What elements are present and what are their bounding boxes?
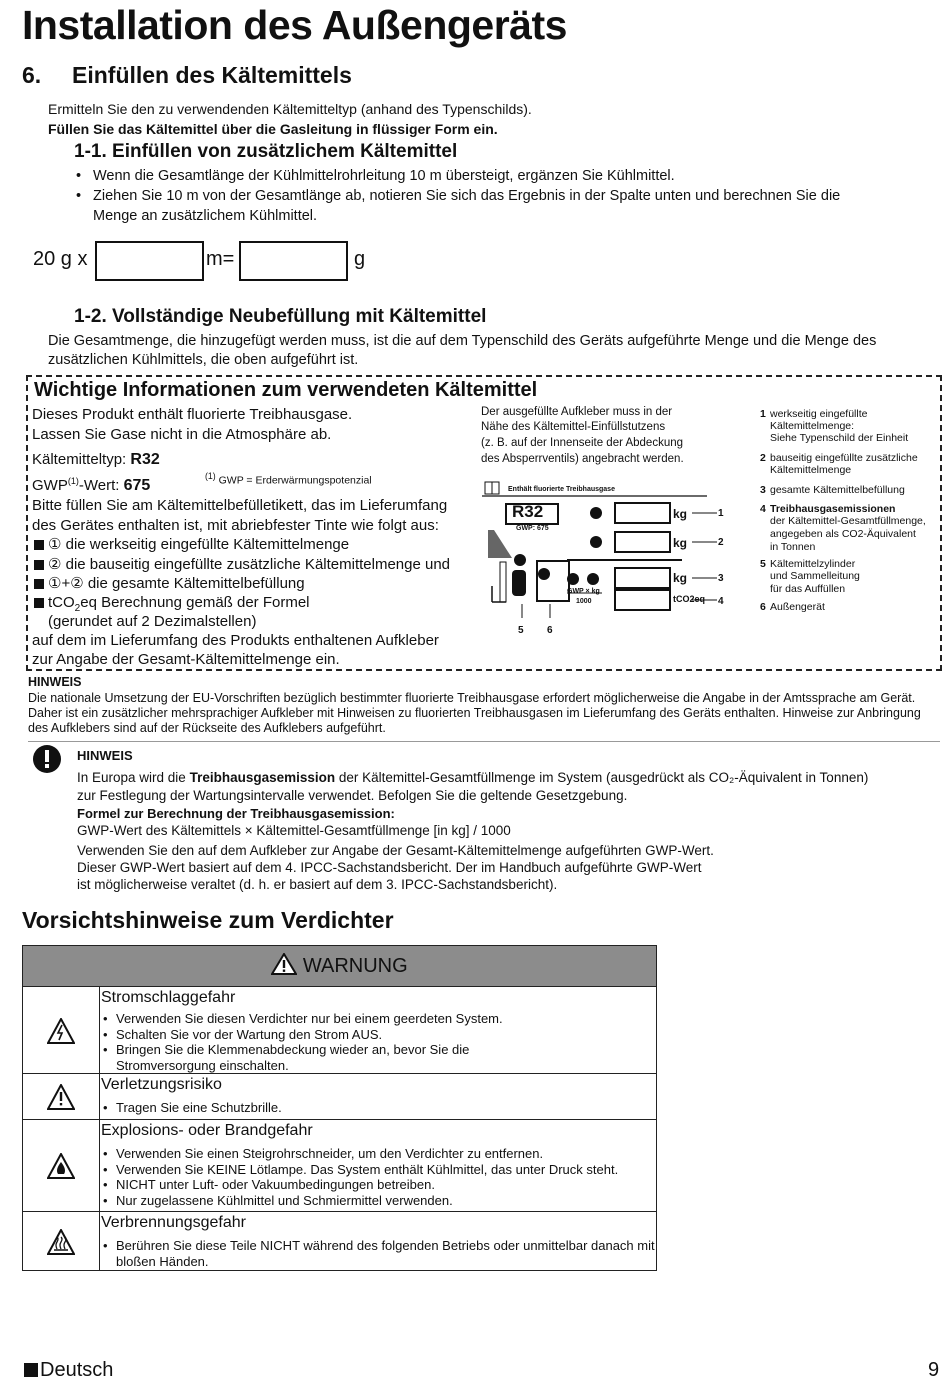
hinweis-2-line-6: Dieser GWP-Wert basiert auf dem 4. IPCC-Sachstandsbericht. Der im Handbuch aufgeführte GWP-Wert [77, 860, 702, 875]
label-head: Enthält fluorierte Treibhausgase [508, 486, 615, 493]
formula-prefix: 20 g x [33, 248, 88, 270]
hinweis-2-line-7: ist möglicherweise veraltet (d. h. er basiert auf dem 3. IPCC-Sachstandsbericht). [77, 877, 558, 892]
legend-num-6: 6 [760, 601, 766, 613]
hazard-list [101, 1100, 282, 1116]
hinweis-2-line-5: Verwenden Sie den auf dem Aufkleber zur Angabe der Gesamt-Kältemittelmenge aufgeführten GWP-Wert. [77, 843, 714, 858]
legend-3: gesamte Kältemittelbefüllung [770, 484, 905, 496]
type-value: R32 [130, 451, 160, 468]
label-1000: 1000 [576, 598, 592, 605]
hinweis-2-line-2: zur Festlegung der Wartungsintervalle verwendet. Befolgen Sie die geltende Gesetzgebung. [77, 788, 628, 803]
sub2-line-2: zusätzlichen Kühlmittels, die oben aufgeführt ist. [48, 352, 359, 368]
divider [28, 741, 940, 742]
checkbox-square [34, 598, 44, 608]
hazard-row-fire [23, 1119, 656, 1212]
legend-num-5: 5 [760, 558, 766, 570]
gwp-label: GWP [32, 477, 68, 494]
hinweis-2-title: HINWEIS [77, 748, 133, 763]
legend-4b: der Kältemittel-Gesamtfüllmenge, [770, 515, 926, 527]
legend-num-3: 3 [760, 484, 766, 496]
label-tco2: tCO2eq [673, 594, 706, 604]
footer-language-text: Deutsch [40, 1359, 114, 1381]
checkbox-square [34, 579, 44, 589]
fill-item-2 [34, 555, 450, 575]
field-4 [615, 590, 670, 610]
electric-shock-icon-cell [23, 987, 100, 1074]
info-line-1: Dieses Produkt enthält fluorierte Treibhausgase. [32, 406, 353, 423]
gwp-value: 675 [123, 477, 151, 494]
fill-item-4c: (gerundet auf 2 Dezimalstellen) [48, 613, 257, 630]
subsection-1-2-title: 1-2. Vollständige Neubefüllung mit Kältemittel [74, 306, 487, 327]
cylinder-icon [512, 570, 526, 596]
amount-input-box[interactable] [239, 241, 348, 281]
label-gwp: GWP: 675 [516, 525, 549, 532]
callout-5: 5 [518, 625, 524, 636]
type-label: Kältemitteltyp: [32, 451, 127, 468]
callout-2: 2 [718, 537, 724, 548]
hazard-list [101, 1238, 656, 1269]
hinweis-1-line-2: Daher ist ein zusätzlicher mehrsprachiger Aufkleber mit Hinweisen zu fluorierten Treibhausgasen im Lieferumfang des Geräts enthalten. Hinweise zur Anbringung [28, 706, 921, 720]
sticker-note-3: (z. B. auf der Innenseite der Abdeckung [481, 437, 684, 449]
fill-item-3-text: ①+② die gesamte Kältemittelbefüllung [48, 575, 305, 592]
refrigerant-type [32, 450, 160, 470]
injury-icon-cell [23, 1074, 100, 1120]
warning-table [22, 945, 657, 1271]
legend-num-4: 4 [760, 503, 766, 515]
tco2-b: eq Berechnung gemäß der Formel [80, 594, 310, 611]
field-1 [615, 503, 670, 523]
legend-5a: Kältemittelzylinder [770, 558, 856, 570]
h2-l1a: In Europa wird die [77, 770, 190, 785]
label-kg-3: kg [673, 571, 688, 585]
legend-5b: und Sammelleitung [770, 570, 860, 582]
end-line-1: auf dem im Lieferumfang des Produkts enthaltenen Aufkleber [32, 632, 439, 649]
hazard-item: • Verwenden Sie diesen Verdichter nur bei einem geerdeten System. [101, 1011, 556, 1027]
callout-6: 6 [547, 625, 553, 636]
gwp-note-text: GWP = Erderwärmungspotenzial [218, 474, 372, 487]
hazard-item: • Bringen Sie die Klemmenabdeckung wieder an, bevor Sie die Stromversorgung einschalten. [101, 1042, 556, 1073]
bullet-1: • [76, 168, 82, 184]
hazard-row-injury [23, 1073, 656, 1120]
gwp-note-sup: (1) [205, 471, 216, 481]
legend-4d: in Tonnen [770, 541, 816, 553]
label-gwp-kg: GWP × kg [567, 588, 600, 595]
checkbox-square [34, 560, 44, 570]
hazard-title: Explosions- oder Brandgefahr [101, 1122, 313, 1139]
bullet-1-text: Wenn die Gesamtlänge der Kühlmittelrohrleitung 10 m übersteigt, ergänzen Sie Kühlmittel. [93, 168, 675, 184]
field-3 [615, 568, 670, 588]
fill-item-1 [34, 535, 349, 555]
hazard-row-burn [23, 1211, 656, 1271]
tco2-a: tCO [48, 594, 75, 611]
gwp-line [32, 471, 150, 496]
legend-4c: angegeben als CO2-Äquivalent [770, 528, 916, 540]
sticker-note-4: des Absperrventils) angebracht werden. [481, 453, 684, 465]
h2-l1b: Treibhausgasemission [189, 770, 336, 785]
length-input-box[interactable] [95, 241, 204, 281]
warning-text: WARNUNG [302, 955, 408, 977]
legend-4a: Treibhausgasemissionen [770, 503, 896, 515]
legend-num-2: 2 [760, 452, 766, 464]
legend-5c: für das Auffüllen [770, 583, 846, 595]
gwp-note [205, 471, 372, 487]
legend-6: Außengerät [770, 601, 825, 613]
hazard-item: • Verwenden Sie einen Steigrohrschneider, um den Verdichter zu entfernen. [101, 1146, 618, 1162]
hazard-item: • Tragen Sie eine Schutzbrille. [101, 1100, 282, 1116]
hazard-list [101, 1011, 556, 1073]
section-title: Einfüllen des Kältemittels [72, 62, 352, 88]
label-kg-1: kg [673, 507, 688, 521]
info-line-2: Lassen Sie Gase nicht in die Atmosphäre ab. [32, 426, 332, 443]
bullet-2-text-a: Ziehen Sie 10 m von der Gesamtlänge ab, notieren Sie sich das Ergebnis in der Spalte unten und berechnen Sie die [93, 188, 841, 204]
warning-label [23, 946, 656, 986]
hot-surface-icon [47, 1229, 75, 1255]
fill-item-3 [34, 574, 305, 594]
legend-2b: Kältemittelmenge [770, 464, 852, 476]
fill-item-2-text: ② die bauseitig eingefüllte zusätzliche Kältemittelmenge und [48, 556, 451, 573]
fire-icon-cell [23, 1120, 100, 1212]
fire-explosion-icon [47, 1153, 75, 1179]
hazard-title: Stromschlaggefahr [101, 989, 236, 1006]
compressor-title: Vorsichtshinweise zum Verdichter [22, 907, 394, 933]
label-r32: R32 [512, 502, 544, 521]
hazard-item: • Schalten Sie vor der Wartung den Strom AUS. [101, 1027, 556, 1043]
caution-icon [47, 1084, 75, 1110]
notice-icon [30, 744, 64, 774]
hazard-item: • Nur zugelassene Kühlmittel und Schmiermittel verwenden. [101, 1193, 618, 1209]
hinweis-2-line-3: Formel zur Berechnung der Treibhausgasemission: [77, 806, 395, 821]
bullet-2-text-b: Menge an zusätzlichem Kühlmittel. [93, 208, 318, 224]
hazard-row-electric [23, 986, 656, 1074]
formula-mid: m= [206, 248, 235, 270]
electric-shock-icon [47, 1018, 75, 1044]
gwp-suffix: -Wert: [78, 477, 120, 494]
outdoor-unit-shape [488, 530, 512, 558]
intro-line-1: Ermitteln Sie den zu verwendenden Kältemitteltyp (anhand des Typenschilds). [48, 101, 532, 117]
legend-2a: bauseitig eingefüllte zusätzliche [770, 452, 918, 464]
hazard-title: Verletzungsrisiko [101, 1076, 222, 1093]
legend-1c: Siehe Typenschild der Einheit [770, 432, 909, 444]
callout-1: 1 [718, 508, 724, 519]
hazard-item: • NICHT unter Luft- oder Vakuumbedingungen betreiben. [101, 1177, 618, 1193]
hinweis-2-line-4: GWP-Wert des Kältemittels × Kältemittel-Gesamtfüllmenge [in kg] / 1000 [77, 823, 511, 838]
outdoor-unit-box [537, 561, 569, 601]
page-number: 9 [928, 1359, 940, 1381]
page-title: Installation des Außengeräts [22, 2, 567, 48]
sticker-note-2: Nähe des Kältemittel-Einfüllstutzens [481, 421, 666, 433]
hinweis-1-line-3: des Aufklebers sind auf der Rückseite des Aufklebers aufgeführt. [28, 721, 386, 735]
fill-line-1: Bitte füllen Sie am Kältemittelbefülletikett, das im Lieferumfang [32, 497, 448, 514]
legend-1a: werkseitig eingefüllte [770, 408, 868, 420]
warning-header [23, 946, 656, 987]
section-heading [22, 62, 352, 89]
checkbox-square [34, 540, 44, 550]
hazard-item: • Verwenden Sie KEINE Lötlampe. Das System enthält Kühlmittel, das unter Druck steht. [101, 1162, 618, 1178]
footer-square-icon [24, 1363, 38, 1377]
callout-4: 4 [718, 596, 724, 607]
fill-line-2: des Gerätes enthalten ist, mit abriebfester Tinte wie folgt aus: [32, 517, 439, 534]
label-kg-2: kg [673, 536, 688, 550]
info-title: Wichtige Informationen zum verwendeten Kältemittel [34, 379, 538, 401]
hazard-list [101, 1146, 618, 1208]
callout-3: 3 [718, 573, 724, 584]
hinweis-1-title: HINWEIS [28, 675, 82, 689]
footer-language [24, 1359, 113, 1382]
hinweis-2-line-1 [77, 770, 868, 785]
hazard-item: • Berühren Sie diese Teile NICHT während des folgenden Betriebs oder unmittelbar danach mit bloßen Händen. [101, 1238, 656, 1269]
fill-item-1-text: ① die werkseitig eingefüllte Kältemittelmenge [48, 536, 350, 553]
bullet-2: • [76, 188, 82, 204]
hot-surface-icon-cell [23, 1212, 100, 1271]
legend-1b: Kältemittelmenge: [770, 420, 855, 432]
formula-suffix: g [354, 248, 366, 270]
gwp-sup: (1) [67, 476, 79, 486]
legend-num-1: 1 [760, 408, 766, 420]
section-number: 6. [22, 62, 42, 88]
field-2 [615, 532, 670, 552]
h2-l1c: der Kältemittel-Gesamtfüllmenge im System (ausgedrückt als CO₂-Äquivalent in Tonnen) [335, 770, 869, 785]
intro-line-2: Füllen Sie das Kältemittel über die Gasleitung in flüssiger Form ein. [48, 121, 498, 137]
hazard-title: Verbrennungsgefahr [101, 1214, 246, 1231]
tco2-sub: 2 [74, 603, 81, 614]
end-line-2: zur Angabe der Gesamt-Kältemittelmenge ein. [32, 651, 340, 668]
warning-triangle-icon [271, 953, 297, 975]
subsection-1-1-title: 1-1. Einfüllen von zusätzlichem Kältemittel [74, 141, 458, 162]
sub2-line-1: Die Gesamtmenge, die hinzugefügt werden muss, ist die auf dem Typenschild des Geräts aufgeführte Menge und die Menge des [48, 333, 877, 349]
sticker-note-1: Der ausgefüllte Aufkleber muss in der [481, 406, 673, 418]
hinweis-1-line-1: Die nationale Umsetzung der EU-Vorschriften bezüglich bestimmter fluorierte Treibhausgase erfordert möglicherweise die Angabe in der Amtssprache am Gerät. [28, 691, 916, 705]
